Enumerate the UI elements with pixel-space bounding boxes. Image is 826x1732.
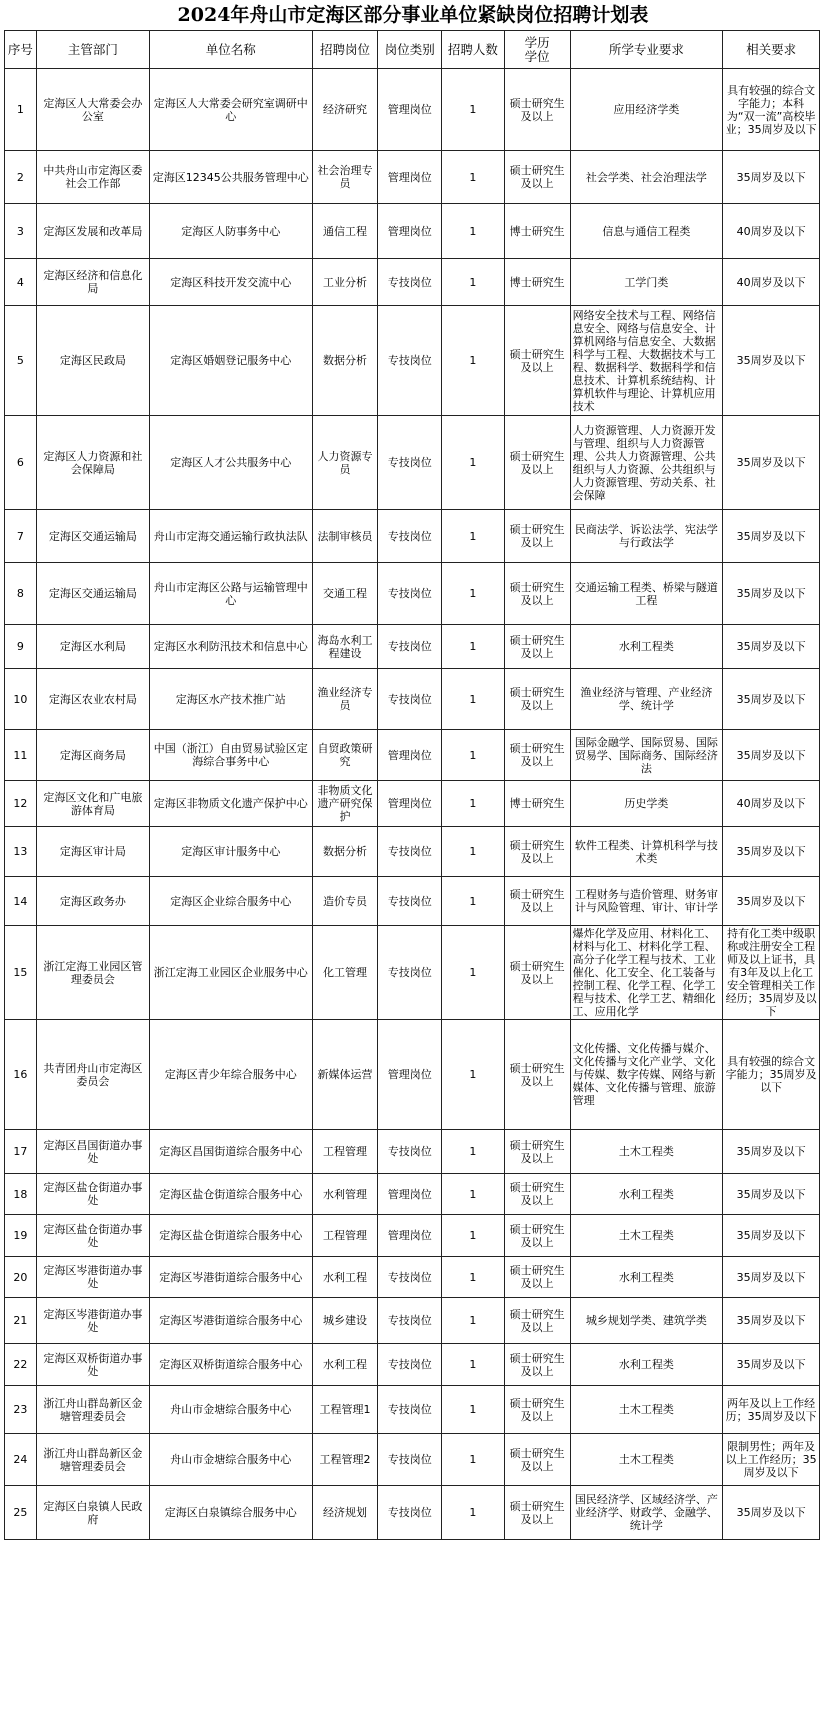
cell-department: 定海区盐仓街道办事处 <box>36 1215 149 1257</box>
cell-degree: 硕士研究生及以上 <box>504 1344 570 1386</box>
cell-degree: 硕士研究生及以上 <box>504 926 570 1020</box>
cell-major: 历史学类 <box>570 781 723 827</box>
cell-position: 工程管理 <box>312 1130 378 1174</box>
table-row <box>5 204 820 259</box>
cell-category: 管理岗位 <box>378 151 442 204</box>
cell-department: 定海区文化和广电旅游体育局 <box>36 781 149 827</box>
cell-category: 管理岗位 <box>378 204 442 259</box>
cell-count: 1 <box>442 69 505 151</box>
cell-category: 专技岗位 <box>378 510 442 563</box>
cell-index: 6 <box>5 416 37 510</box>
cell-index: 10 <box>5 669 37 730</box>
table-row <box>5 1020 820 1130</box>
cell-count: 1 <box>442 1215 505 1257</box>
cell-count: 1 <box>442 1434 505 1486</box>
cell-requirement: 两年及以上工作经历；35周岁及以下 <box>723 1386 820 1434</box>
cell-department: 浙江舟山群岛新区金塘管理委员会 <box>36 1386 149 1434</box>
cell-requirement: 35周岁及以下 <box>723 416 820 510</box>
cell-category: 管理岗位 <box>378 1174 442 1215</box>
cell-requirement: 40周岁及以下 <box>723 259 820 306</box>
cell-category: 专技岗位 <box>378 1486 442 1540</box>
cell-unit: 定海区12345公共服务管理中心 <box>149 151 312 204</box>
cell-degree: 硕士研究生及以上 <box>504 877 570 926</box>
cell-position: 水利管理 <box>312 1174 378 1215</box>
cell-major: 软件工程类、计算机科学与技术类 <box>570 827 723 877</box>
cell-index: 5 <box>5 306 37 416</box>
cell-count: 1 <box>442 151 505 204</box>
cell-degree: 硕士研究生及以上 <box>504 510 570 563</box>
cell-unit: 定海区岑港街道综合服务中心 <box>149 1298 312 1344</box>
cell-index: 23 <box>5 1386 37 1434</box>
cell-department: 定海区交通运输局 <box>36 510 149 563</box>
cell-index: 20 <box>5 1257 37 1298</box>
cell-index: 16 <box>5 1020 37 1130</box>
cell-category: 管理岗位 <box>378 730 442 781</box>
cell-major: 城乡规划学类、建筑学类 <box>570 1298 723 1344</box>
cell-category: 管理岗位 <box>378 781 442 827</box>
cell-position: 城乡建设 <box>312 1298 378 1344</box>
table-row <box>5 827 820 877</box>
cell-requirement: 35周岁及以下 <box>723 510 820 563</box>
cell-category: 专技岗位 <box>378 259 442 306</box>
header-position: 招聘岗位 <box>312 31 378 69</box>
cell-requirement: 35周岁及以下 <box>723 1344 820 1386</box>
cell-position: 非物质文化遗产研究保护 <box>312 781 378 827</box>
recruitment-table <box>4 30 820 1540</box>
cell-count: 1 <box>442 306 505 416</box>
cell-unit: 定海区人才公共服务中心 <box>149 416 312 510</box>
cell-unit: 定海区科技开发交流中心 <box>149 259 312 306</box>
cell-category: 专技岗位 <box>378 416 442 510</box>
cell-requirement: 35周岁及以下 <box>723 1130 820 1174</box>
cell-count: 1 <box>442 204 505 259</box>
header-department: 主管部门 <box>36 31 149 69</box>
cell-degree: 硕士研究生及以上 <box>504 1257 570 1298</box>
cell-count: 1 <box>442 669 505 730</box>
cell-department: 定海区民政局 <box>36 306 149 416</box>
cell-major: 网络安全技术与工程、网络信息安全、网络与信息安全、计算机网络与信息安全、大数据科学与工程、大数据技术与工程、数据科学、数据科学和信息技术、计算机系统结构、计算机软件与理论、计算机应用技术 <box>570 306 723 416</box>
cell-department: 浙江定海工业园区管理委员会 <box>36 926 149 1020</box>
table-row <box>5 259 820 306</box>
cell-index: 14 <box>5 877 37 926</box>
cell-major: 文化传播、文化传播与媒介、文化传播与文化产业学、文化与传媒、数字传媒、网络与新媒体、文化传播与管理、旅游管理 <box>570 1020 723 1130</box>
cell-index: 17 <box>5 1130 37 1174</box>
cell-department: 定海区商务局 <box>36 730 149 781</box>
cell-position: 数据分析 <box>312 306 378 416</box>
cell-category: 专技岗位 <box>378 1386 442 1434</box>
cell-unit: 舟山市定海交通运输行政执法队 <box>149 510 312 563</box>
cell-degree: 硕士研究生及以上 <box>504 1215 570 1257</box>
cell-requirement: 35周岁及以下 <box>723 306 820 416</box>
cell-count: 1 <box>442 1257 505 1298</box>
table-row <box>5 1257 820 1298</box>
cell-category: 专技岗位 <box>378 625 442 669</box>
cell-index: 4 <box>5 259 37 306</box>
cell-major: 国民经济学、区域经济学、产业经济学、财政学、金融学、统计学 <box>570 1486 723 1540</box>
header-requirement: 相关要求 <box>723 31 820 69</box>
cell-category: 专技岗位 <box>378 563 442 625</box>
cell-count: 1 <box>442 1386 505 1434</box>
cell-degree: 硕士研究生及以上 <box>504 1434 570 1486</box>
table-row <box>5 1344 820 1386</box>
cell-degree: 硕士研究生及以上 <box>504 563 570 625</box>
header-count: 招聘人数 <box>442 31 505 69</box>
table-row <box>5 510 820 563</box>
header-category: 岗位类别 <box>378 31 442 69</box>
cell-requirement: 35周岁及以下 <box>723 669 820 730</box>
cell-index: 8 <box>5 563 37 625</box>
cell-department: 定海区审计局 <box>36 827 149 877</box>
cell-category: 管理岗位 <box>378 1020 442 1130</box>
cell-position: 人力资源专员 <box>312 416 378 510</box>
table-row <box>5 926 820 1020</box>
cell-position: 化工管理 <box>312 926 378 1020</box>
cell-degree: 硕士研究生及以上 <box>504 1130 570 1174</box>
table-row <box>5 1130 820 1174</box>
cell-count: 1 <box>442 781 505 827</box>
cell-index: 18 <box>5 1174 37 1215</box>
cell-position: 自贸政策研究 <box>312 730 378 781</box>
cell-degree: 硕士研究生及以上 <box>504 1386 570 1434</box>
table-row <box>5 669 820 730</box>
cell-unit: 舟山市定海区公路与运输管理中心 <box>149 563 312 625</box>
cell-position: 法制审核员 <box>312 510 378 563</box>
cell-degree: 硕士研究生及以上 <box>504 730 570 781</box>
cell-major: 爆炸化学及应用、材料化工、材料与化工、材料化学工程、高分子化学工程与技术、工业催化、化工安全、化工装备与控制工程、化学工程、化学工程与技术、化学工艺、精细化工、应用化学 <box>570 926 723 1020</box>
cell-major: 土木工程类 <box>570 1434 723 1486</box>
cell-index: 1 <box>5 69 37 151</box>
cell-count: 1 <box>442 1298 505 1344</box>
table-row <box>5 563 820 625</box>
table-row <box>5 1215 820 1257</box>
cell-position: 经济规划 <box>312 1486 378 1540</box>
cell-index: 13 <box>5 827 37 877</box>
cell-degree: 硕士研究生及以上 <box>504 1298 570 1344</box>
cell-degree: 硕士研究生及以上 <box>504 827 570 877</box>
cell-index: 11 <box>5 730 37 781</box>
cell-major: 人力资源管理、人力资源开发与管理、组织与人力资源管理、公共人力资源管理、公共组织与人力资源、公共组织与人力资源管理、劳动关系、社会保障 <box>570 416 723 510</box>
cell-category: 专技岗位 <box>378 1130 442 1174</box>
cell-position: 水利工程 <box>312 1344 378 1386</box>
table-row <box>5 781 820 827</box>
header-major: 所学专业要求 <box>570 31 723 69</box>
cell-position: 水利工程 <box>312 1257 378 1298</box>
cell-department: 定海区发展和改革局 <box>36 204 149 259</box>
table-row <box>5 1298 820 1344</box>
cell-index: 7 <box>5 510 37 563</box>
cell-count: 1 <box>442 625 505 669</box>
cell-position: 海岛水利工程建设 <box>312 625 378 669</box>
cell-requirement: 具有较强的综合文字能力；35周岁及以下 <box>723 1020 820 1130</box>
cell-major: 民商法学、诉讼法学、宪法学与行政法学 <box>570 510 723 563</box>
cell-index: 12 <box>5 781 37 827</box>
table-row <box>5 730 820 781</box>
cell-count: 1 <box>442 1486 505 1540</box>
cell-degree: 博士研究生 <box>504 781 570 827</box>
table-row <box>5 1434 820 1486</box>
cell-unit: 定海区盐仓街道综合服务中心 <box>149 1215 312 1257</box>
page-title: 2024年舟山市定海区部分事业单位紧缺岗位招聘计划表 <box>177 4 649 26</box>
cell-requirement: 35周岁及以下 <box>723 877 820 926</box>
cell-unit: 舟山市金塘综合服务中心 <box>149 1386 312 1434</box>
cell-position: 新媒体运营 <box>312 1020 378 1130</box>
cell-major: 水利工程类 <box>570 1257 723 1298</box>
cell-count: 1 <box>442 563 505 625</box>
cell-category: 专技岗位 <box>378 926 442 1020</box>
cell-position: 社会治理专员 <box>312 151 378 204</box>
cell-degree: 硕士研究生及以上 <box>504 625 570 669</box>
cell-requirement: 限制男性；两年及以上工作经历；35周岁及以下 <box>723 1434 820 1486</box>
cell-degree: 硕士研究生及以上 <box>504 669 570 730</box>
cell-count: 1 <box>442 730 505 781</box>
cell-degree: 硕士研究生及以上 <box>504 1174 570 1215</box>
cell-category: 专技岗位 <box>378 877 442 926</box>
cell-category: 管理岗位 <box>378 69 442 151</box>
table-row <box>5 306 820 416</box>
cell-unit: 定海区婚姻登记服务中心 <box>149 306 312 416</box>
cell-position: 工程管理1 <box>312 1386 378 1434</box>
cell-count: 1 <box>442 877 505 926</box>
cell-requirement: 35周岁及以下 <box>723 730 820 781</box>
cell-category: 专技岗位 <box>378 1434 442 1486</box>
cell-unit: 定海区岑港街道综合服务中心 <box>149 1257 312 1298</box>
cell-requirement: 持有化工类中级职称或注册安全工程师及以上证书，具有3年及以上化工安全管理相关工作经历；35周岁及以下 <box>723 926 820 1020</box>
cell-major: 土木工程类 <box>570 1386 723 1434</box>
table-row <box>5 1486 820 1540</box>
cell-requirement: 35周岁及以下 <box>723 1174 820 1215</box>
cell-requirement: 40周岁及以下 <box>723 781 820 827</box>
cell-major: 信息与通信工程类 <box>570 204 723 259</box>
cell-department: 定海区水利局 <box>36 625 149 669</box>
cell-unit: 中国（浙江）自由贸易试验区定海综合事务中心 <box>149 730 312 781</box>
cell-degree: 硕士研究生及以上 <box>504 69 570 151</box>
cell-major: 土木工程类 <box>570 1215 723 1257</box>
cell-degree: 博士研究生 <box>504 259 570 306</box>
table-row <box>5 1174 820 1215</box>
cell-requirement: 具有较强的综合文字能力；本科为“双一流”高校毕业；35周岁及以下 <box>723 69 820 151</box>
cell-requirement: 35周岁及以下 <box>723 1215 820 1257</box>
cell-category: 专技岗位 <box>378 1344 442 1386</box>
cell-major: 土木工程类 <box>570 1130 723 1174</box>
cell-count: 1 <box>442 259 505 306</box>
header-index: 序号 <box>5 31 37 69</box>
cell-department: 定海区盐仓街道办事处 <box>36 1174 149 1215</box>
cell-position: 工程管理2 <box>312 1434 378 1486</box>
cell-major: 交通运输工程类、桥梁与隧道工程 <box>570 563 723 625</box>
cell-index: 2 <box>5 151 37 204</box>
table-row <box>5 416 820 510</box>
cell-position: 数据分析 <box>312 827 378 877</box>
cell-department: 定海区经济和信息化局 <box>36 259 149 306</box>
cell-position: 工程管理 <box>312 1215 378 1257</box>
cell-unit: 舟山市金塘综合服务中心 <box>149 1434 312 1486</box>
cell-department: 浙江舟山群岛新区金塘管理委员会 <box>36 1434 149 1486</box>
cell-index: 3 <box>5 204 37 259</box>
cell-index: 15 <box>5 926 37 1020</box>
cell-position: 工业分析 <box>312 259 378 306</box>
cell-degree: 硕士研究生及以上 <box>504 416 570 510</box>
cell-department: 定海区白泉镇人民政府 <box>36 1486 149 1540</box>
cell-unit: 定海区水产技术推广站 <box>149 669 312 730</box>
cell-major: 应用经济学类 <box>570 69 723 151</box>
cell-department: 定海区人力资源和社会保障局 <box>36 416 149 510</box>
cell-position: 造价专员 <box>312 877 378 926</box>
cell-requirement: 35周岁及以下 <box>723 827 820 877</box>
cell-unit: 定海区人大常委会研究室调研中心 <box>149 69 312 151</box>
cell-requirement: 35周岁及以下 <box>723 1298 820 1344</box>
cell-requirement: 35周岁及以下 <box>723 625 820 669</box>
cell-major: 工学门类 <box>570 259 723 306</box>
cell-degree: 硕士研究生及以上 <box>504 1486 570 1540</box>
cell-department: 定海区双桥街道办事处 <box>36 1344 149 1386</box>
cell-unit: 定海区白泉镇综合服务中心 <box>149 1486 312 1540</box>
cell-unit: 定海区水利防汛技术和信息中心 <box>149 625 312 669</box>
cell-index: 22 <box>5 1344 37 1386</box>
cell-major: 工程财务与造价管理、财务审计与风险管理、审计、审计学 <box>570 877 723 926</box>
cell-unit: 定海区审计服务中心 <box>149 827 312 877</box>
table-row <box>5 69 820 151</box>
cell-major: 水利工程类 <box>570 625 723 669</box>
cell-position: 交通工程 <box>312 563 378 625</box>
cell-count: 1 <box>442 510 505 563</box>
cell-unit: 定海区青少年综合服务中心 <box>149 1020 312 1130</box>
cell-index: 24 <box>5 1434 37 1486</box>
cell-category: 专技岗位 <box>378 306 442 416</box>
cell-requirement: 35周岁及以下 <box>723 1486 820 1540</box>
cell-degree: 硕士研究生及以上 <box>504 306 570 416</box>
cell-requirement: 35周岁及以下 <box>723 151 820 204</box>
cell-count: 1 <box>442 1344 505 1386</box>
cell-department: 定海区人大常委会办公室 <box>36 69 149 151</box>
cell-count: 1 <box>442 1130 505 1174</box>
cell-position: 渔业经济专员 <box>312 669 378 730</box>
table-row <box>5 151 820 204</box>
cell-category: 管理岗位 <box>378 1215 442 1257</box>
table-body <box>5 69 820 1540</box>
cell-major: 渔业经济与管理、产业经济学、统计学 <box>570 669 723 730</box>
cell-index: 21 <box>5 1298 37 1344</box>
cell-department: 定海区政务办 <box>36 877 149 926</box>
cell-position: 经济研究 <box>312 69 378 151</box>
cell-unit: 定海区企业综合服务中心 <box>149 877 312 926</box>
table-row <box>5 1386 820 1434</box>
header-row <box>5 31 820 69</box>
cell-major: 社会学类、社会治理法学 <box>570 151 723 204</box>
cell-count: 1 <box>442 1020 505 1130</box>
cell-count: 1 <box>442 416 505 510</box>
header-degree: 学历 学位 <box>504 31 570 69</box>
cell-major: 水利工程类 <box>570 1344 723 1386</box>
cell-unit: 浙江定海工业园区企业服务中心 <box>149 926 312 1020</box>
header-unit: 单位名称 <box>149 31 312 69</box>
cell-unit: 定海区昌国街道综合服务中心 <box>149 1130 312 1174</box>
cell-unit: 定海区人防事务中心 <box>149 204 312 259</box>
cell-index: 9 <box>5 625 37 669</box>
cell-department: 定海区农业农村局 <box>36 669 149 730</box>
table-row <box>5 625 820 669</box>
cell-unit: 定海区非物质文化遗产保护中心 <box>149 781 312 827</box>
cell-department: 共青团舟山市定海区委员会 <box>36 1020 149 1130</box>
cell-degree: 硕士研究生及以上 <box>504 1020 570 1130</box>
cell-unit: 定海区盐仓街道综合服务中心 <box>149 1174 312 1215</box>
cell-department: 中共舟山市定海区委社会工作部 <box>36 151 149 204</box>
cell-requirement: 35周岁及以下 <box>723 1257 820 1298</box>
cell-major: 国际金融学、国际贸易、国际贸易学、国际商务、国际经济法 <box>570 730 723 781</box>
cell-index: 19 <box>5 1215 37 1257</box>
cell-department: 定海区岑港街道办事处 <box>36 1257 149 1298</box>
cell-category: 专技岗位 <box>378 827 442 877</box>
cell-category: 专技岗位 <box>378 669 442 730</box>
cell-index: 25 <box>5 1486 37 1540</box>
cell-degree: 博士研究生 <box>504 204 570 259</box>
cell-degree: 硕士研究生及以上 <box>504 151 570 204</box>
cell-department: 定海区昌国街道办事处 <box>36 1130 149 1174</box>
cell-major: 水利工程类 <box>570 1174 723 1215</box>
cell-category: 专技岗位 <box>378 1257 442 1298</box>
cell-requirement: 35周岁及以下 <box>723 563 820 625</box>
cell-category: 专技岗位 <box>378 1298 442 1344</box>
cell-requirement: 40周岁及以下 <box>723 204 820 259</box>
cell-count: 1 <box>442 1174 505 1215</box>
table-row <box>5 877 820 926</box>
cell-count: 1 <box>442 926 505 1020</box>
cell-position: 通信工程 <box>312 204 378 259</box>
cell-department: 定海区岑港街道办事处 <box>36 1298 149 1344</box>
cell-count: 1 <box>442 827 505 877</box>
cell-unit: 定海区双桥街道综合服务中心 <box>149 1344 312 1386</box>
cell-department: 定海区交通运输局 <box>36 563 149 625</box>
